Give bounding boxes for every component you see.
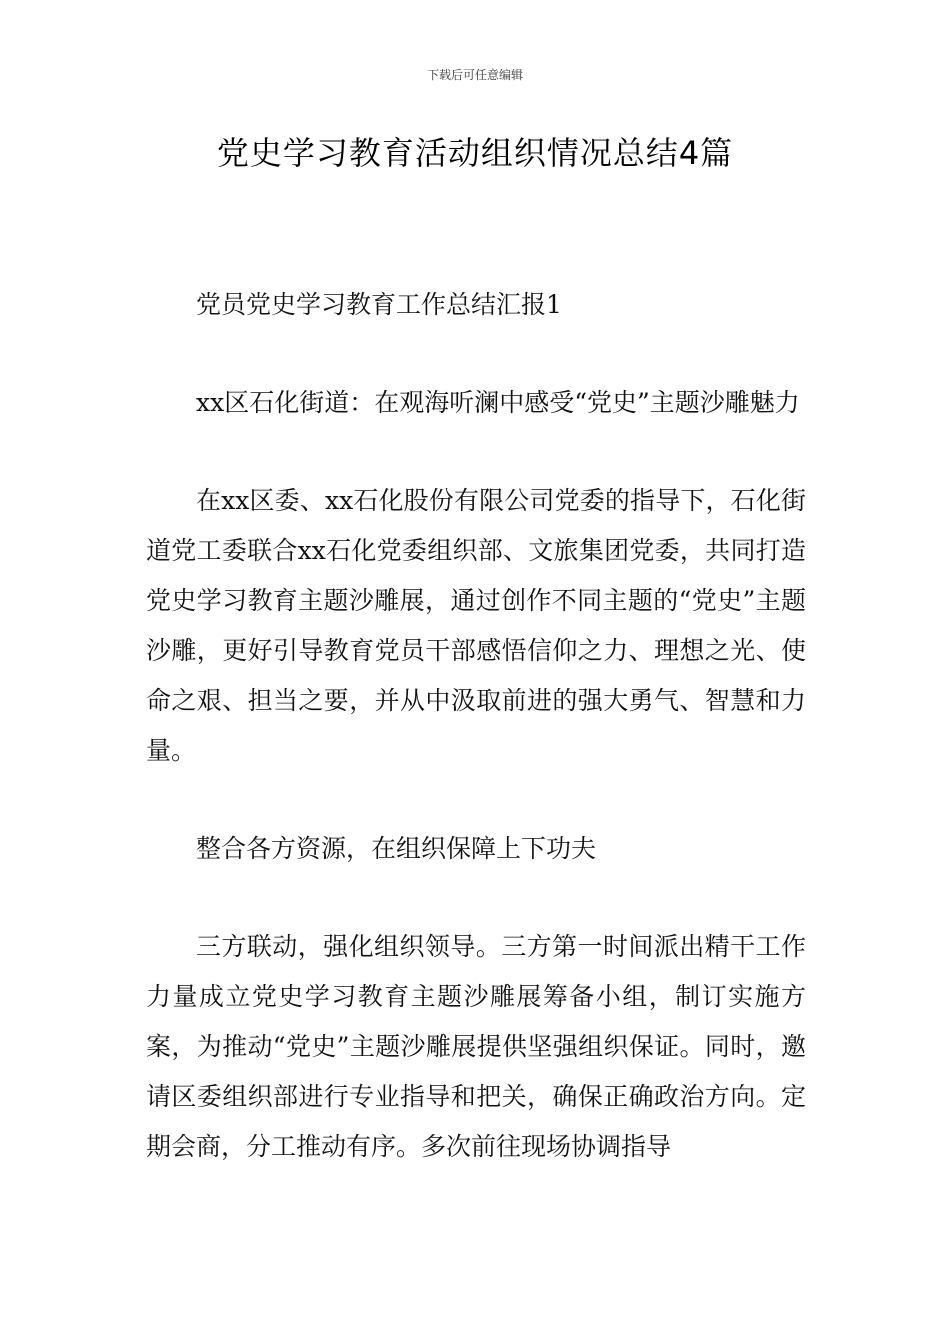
- document-body: [146, 280, 806, 1220]
- document-title: 党史学习教育活动组织情况总结4篇: [216, 134, 734, 172]
- subheading: xx区石化街道：在观海听澜中感受“党史”主题沙雕魅力: [196, 388, 800, 417]
- section-heading: 党员党史学习教育工作总结汇报1: [196, 290, 562, 319]
- header-note: 下载后可任意编辑: [426, 68, 523, 82]
- body-paragraph: 三方联动，强化组织领导。三方第一时间派出精干工作力量成立党史学习教育主题沙雕展筹备小组，制订实施方案，为推动“党史”主题沙雕展提供坚强组织保证。同时，邀请区委组织部进行专业指导和把关，确保正确政治方向。定期会商，分工推动有序。多次前往现场协调指导: [146, 932, 806, 1161]
- body-paragraph: 在xx区委、xx石化股份有限公司党委的指导下，石化街道党工委联合xx石化党委组织部、文旅集团党委，共同打造党史学习教育主题沙雕展，通过创作不同主题的“党史”主题沙雕，更好引导教育党员干部感悟信仰之力、理想之光、使命之艰、担当之要，并从中汲取前进的强大勇气、智慧和力量。: [146, 486, 806, 765]
- subheading: 整合各方资源，在组织保障上下功夫: [196, 834, 597, 863]
